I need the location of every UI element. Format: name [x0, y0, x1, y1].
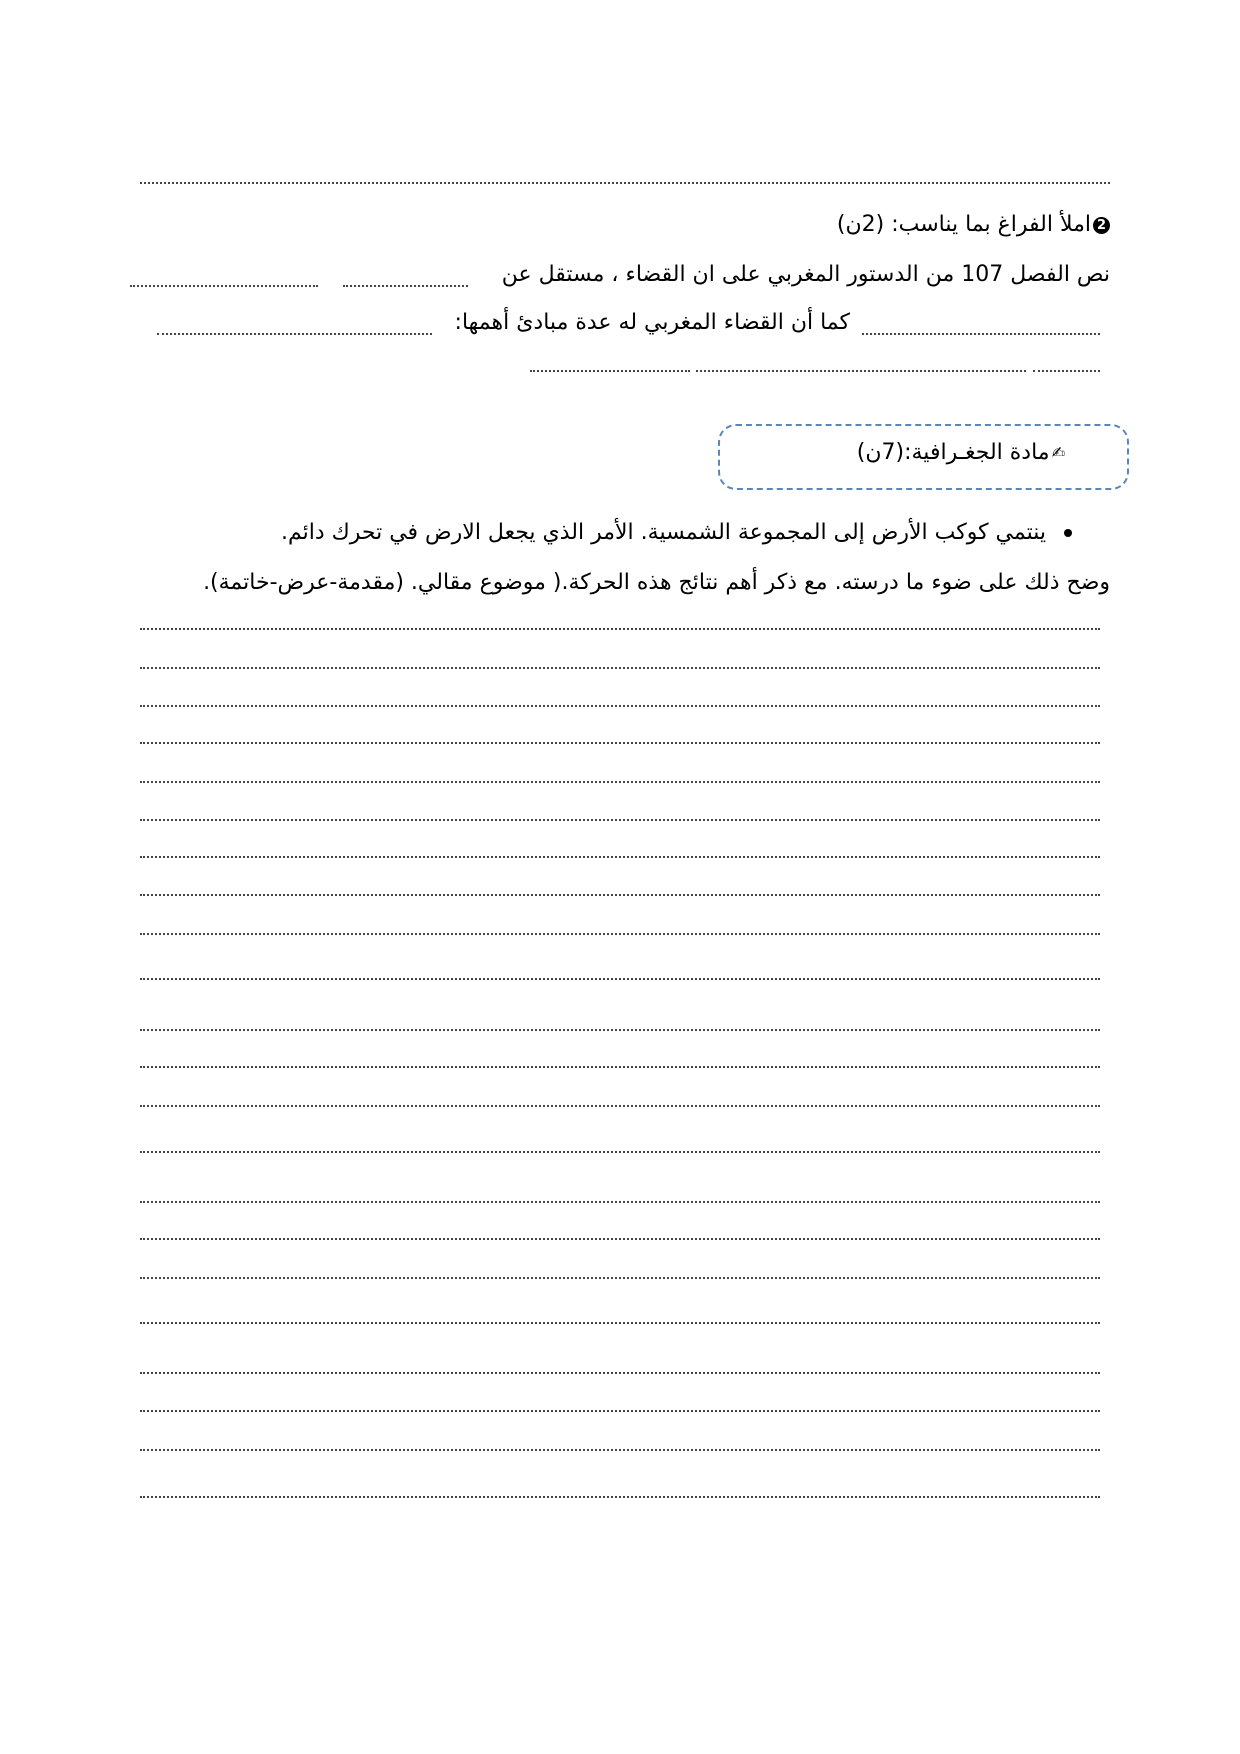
answer-line[interactable]: [140, 781, 1100, 783]
answer-line[interactable]: [140, 1410, 1100, 1412]
answer-line[interactable]: [140, 1322, 1100, 1324]
geography-title-text: مادة الجغـرافية:: [904, 440, 1050, 465]
answer-line-top[interactable]: [140, 182, 1110, 184]
geography-statement: [281, 518, 1072, 548]
answer-line[interactable]: [140, 667, 1100, 669]
blank-line-3a[interactable]: [1033, 370, 1100, 372]
instruction-text: املأ الفراغ بما يناسب:: [891, 212, 1091, 237]
answer-line[interactable]: [140, 856, 1100, 858]
blank-line-1b[interactable]: [130, 285, 318, 287]
answer-line[interactable]: [140, 819, 1100, 821]
answer-line[interactable]: [140, 1496, 1100, 1498]
answer-line[interactable]: [140, 978, 1100, 980]
answer-line[interactable]: [140, 1151, 1100, 1153]
writing-hand-icon: ✍: [1051, 443, 1065, 462]
principles-text: كما أن القضاء المغربي له عدة مبادئ أهمها:: [454, 310, 850, 335]
answer-line[interactable]: [140, 1449, 1100, 1451]
answer-line[interactable]: [140, 1066, 1100, 1068]
statement-text: ينتمي كوكب الأرض إلى المجموعة الشمسية. الأمر الذي يجعل الارض في تحرك دائم.: [280, 520, 1046, 545]
answer-line[interactable]: [140, 894, 1100, 896]
geography-title: [857, 438, 1065, 468]
blank-line-3c[interactable]: [530, 370, 690, 372]
blank-line-3b[interactable]: [696, 370, 1026, 372]
geography-task: وضح ذلك على ضوء ما درسته. مع ذكر أهم نتائج هذه الحركة.( موضوع مقالي. (مقدمة-عرض-خاتمة).: [203, 570, 1110, 595]
answer-line[interactable]: [140, 1201, 1100, 1203]
blank-line-2a[interactable]: [862, 333, 1100, 335]
blank-line-2b[interactable]: [157, 333, 432, 335]
answer-line[interactable]: [140, 1238, 1100, 1240]
answer-line[interactable]: [140, 1277, 1100, 1279]
points-label: (2ن): [836, 212, 885, 237]
answer-line[interactable]: [140, 628, 1100, 630]
blank-line-1a[interactable]: [343, 285, 468, 287]
circled-number-icon: 2: [1093, 217, 1110, 234]
article-107-text: نص الفصل 107 من الدستور المغربي على ان القضاء ، مستقل عن: [501, 262, 1110, 287]
answer-line[interactable]: [140, 933, 1100, 935]
fill-in-blanks-instruction: [837, 210, 1110, 240]
answer-line[interactable]: [140, 1029, 1100, 1031]
answer-line[interactable]: [140, 742, 1100, 744]
answer-line[interactable]: [140, 1372, 1100, 1374]
answer-line[interactable]: [140, 1105, 1100, 1107]
bullet-icon: [1064, 529, 1072, 537]
answer-line[interactable]: [140, 705, 1100, 707]
geography-points: (7ن): [856, 440, 905, 465]
